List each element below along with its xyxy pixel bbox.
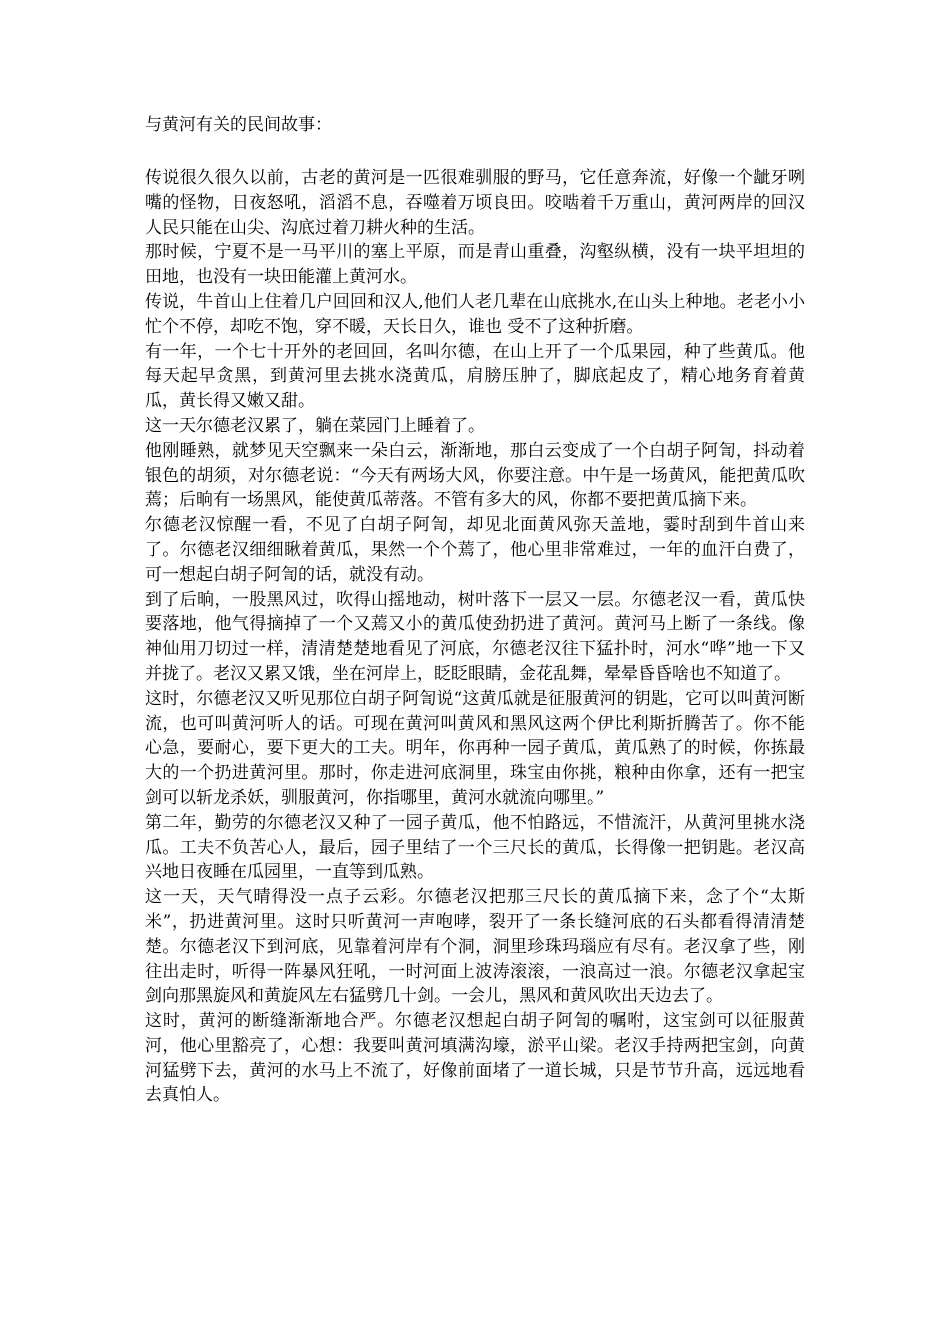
paragraph-11: 这一天，天气晴得没一点子云彩。尔德老汉把那三尺长的黄瓜摘下来，念了个“太斯米”，扔进黄河里。这时只听黄河一声咆哮，裂开了一条长缝河底的石头都看得清清楚楚。尔德老汉下到河底，见靠着河岸有个洞，洞里珍珠玛瑙应有尽有。老汉拿了些，刚往出走时，听得一阵暴风狂吼，一时河面上波涛滚滚，一浪高过一浪。尔德老汉拿起宝剑向那黑旋风和黄旋风左右猛劈几十剑。一会儿，黑风和黄风吹出天边去了。 [145,887,805,1007]
paragraph-2: 那时候，宁夏不是一马平川的塞上平原，而是青山重叠，沟壑纵横，没有一块平坦坦的田地，也没有一块田能灌上黄河水。 [145,242,805,288]
paragraph-6: 他刚睡熟，就梦见天空飘来一朵白云，渐渐地，那白云变成了一个白胡子阿訇，抖动着银色的胡须，对尔德老说：“今天有两场大风，你要注意。中午是一场黄风，能把黄瓜吹蔫；后晌有一场黑风，能使黄瓜蒂落。不管有多大的风，你都不要把黄瓜摘下来。 [145,440,805,511]
paragraph-10: 第二年，勤劳的尔德老汉又种了一园子黄瓜，他不怕路远，不惜流汗，从黄河里挑水浇瓜。工夫不负苦心人，最后，园子里结了一个三尺长的黄瓜，长得像一把钥匙。老汉高兴地日夜睡在瓜园里，一直等到瓜熟。 [145,812,805,883]
paragraph-5: 这一天尔德老汉累了，躺在菜园门上睡着了。 [145,415,485,436]
paragraph-1: 传说很久很久以前，古老的黄河是一匹很难驯服的野马，它任意奔流，好像一个龇牙咧嘴的怪物，日夜怒吼，滔滔不息，吞噬着万顷良田。咬啮着千万重山，黄河两岸的回汉人民只能在山尖、沟底过着刀耕火种的生活。 [145,168,805,238]
paragraph-8: 到了后晌，一股黑风过，吹得山摇地动，树叶落下一层又一层。尔德老汉一看，黄瓜快要落地，他气得摘掉了一个又蔫又小的黄瓜使劲扔进了黄河。黄河马上断了一条线。像神仙用刀切过一样，清清楚楚地看见了河底，尔德老汉往下猛扑时，河水“哗”地一下又并拢了。老汉又累又饿，坐在河岸上，眨眨眼睛，金花乱舞，晕晕昏昏啥也不知道了。 [145,589,805,684]
story-body [145,166,805,1108]
paragraph-4: 有一年，一个七十开外的老回回，名叫尔德，在山上开了一个瓜果园，种了些黄瓜。他每天起早贪黑，到黄河里去挑水浇黄瓜，肩膀压肿了，脚底起皮了，精心地务育着黄瓜，黄长得又嫩又甜。 [145,341,805,412]
paragraph-3: 传说，牛首山上住着几户回回和汉人,他们人老几辈在山底挑水,在山头上种地。老老小小忙个不停，却吃不饱，穿不暖，天长日久，谁也 受不了这种折磨。 [145,291,805,337]
paragraph-9: 这时，尔德老汉又听见那位白胡子阿訇说“这黄瓜就是征服黄河的钥匙，它可以叫黄河断流，也可叫黄河听人的话。可现在黄河叫黄风和黑风这两个伊比利斯折腾苦了。你不能心急，要耐心，要下更大的工夫。明年，你再种一园子黄瓜，黄瓜熟了的时候，你拣最大的一个扔进黄河里。那时，你走进河底洞里，珠宝由你挑，粮种由你拿，还有一把宝剑可以斩龙杀妖，驯服黄河，你指哪里，黄河水就流向哪里。” [145,688,805,808]
paragraph-12: 这时，黄河的断缝渐渐地合严。尔德老汉想起白胡子阿訇的嘱咐，这宝剑可以征服黄河，他心里豁亮了，心想：我要叫黄河填满沟壕，淤平山梁。老汉手持两把宝剑，向黄河猛劈下去，黄河的水马上不流了，好像前面堵了一道长城，只是节节升高，远远地看去真怕人。 [145,1011,805,1106]
document-title: 与黄河有关的民间故事： [145,115,332,135]
paragraph-7: 尔德老汉惊醒一看，不见了白胡子阿訇，却见北面黄风弥天盖地，霎时刮到牛首山来了。尔德老汉细细瞅着黄瓜，果然一个个蔫了，他心里非常难过，一年的血汗白费了，可一想起白胡子阿訇的话，就没有动。 [145,515,805,585]
